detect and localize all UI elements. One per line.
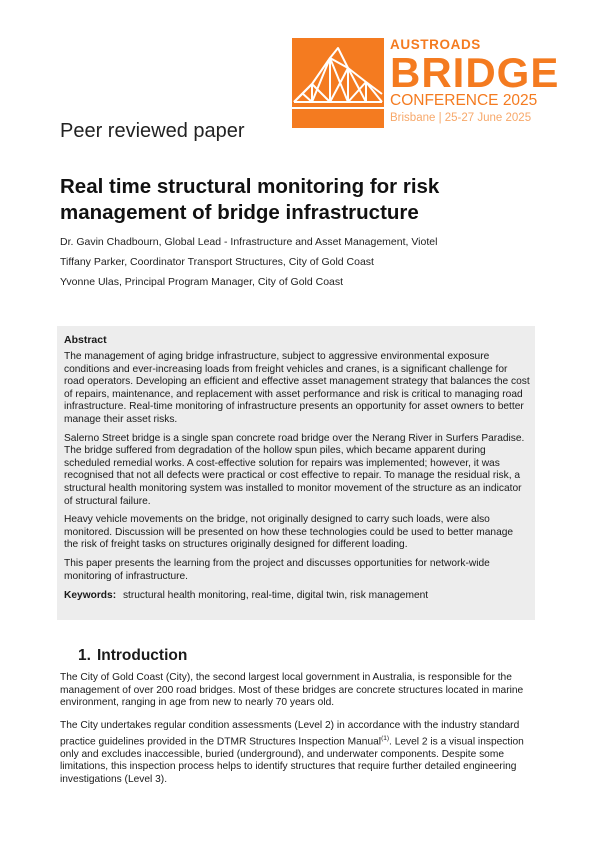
title-line-1: Real time structural monitoring for risk <box>60 175 440 198</box>
section-number: 1. <box>78 647 91 664</box>
abstract-heading: Abstract <box>64 334 107 346</box>
author-2: Tiffany Parker, Coordinator Transport Structures, City of Gold Coast <box>60 256 374 268</box>
keywords-text: structural health monitoring, real-time, digital twin, risk management <box>122 590 429 602</box>
intro-p2-text-b: . Level 2 is a visual inspection only and excludes inaccessible, buried (underground), and underwater components. Despite some limitations, this inspection process helps to identify structures that require further detailed engineering investigations (Level 3). <box>60 735 524 785</box>
logo-date: Brisbane | 25-27 June 2025 <box>390 112 532 124</box>
section-title: Introduction <box>96 647 188 664</box>
abstract-box <box>57 326 535 620</box>
abstract-paragraph-1: The management of aging bridge infrastructure, subject to aggressive environmental exposure conditions and ever-increasing loads from freight vehicles and cranes, is a significant challenge for road operators. Developing an efficient and effective asset management strategy that balances the cost of repairs, maintenance, and replacement with asset performance and risk is critical to managing road infrastructure. Real-time monitoring of infrastructure presents an opportunity for asset owners to better manage their asset risks. <box>64 351 530 425</box>
citation-ref-1: (1) <box>381 734 390 742</box>
title-line-2: management of bridge infrastructure <box>60 201 419 224</box>
author-1: Dr. Gavin Chadbourn, Global Lead - Infrastructure and Asset Management, Viotel <box>60 236 438 248</box>
intro-paragraph-2 <box>60 720 538 786</box>
keywords-label: Keywords: <box>64 590 117 602</box>
abstract-paragraph-3: Heavy vehicle movements on the bridge, not originally designed to carry such loads, were also monitored. Discussion will be presented on how these technologies could be used to better manage the risk of freight tasks on structures originally designed for different loading. <box>64 514 514 551</box>
logo-austroads: AUSTROADS <box>390 37 481 52</box>
keywords-line <box>64 590 530 603</box>
abstract-paragraph-2: Salerno Street bridge is a single span concrete road bridge over the Nerang River in Surfers Paradise. The bridge suffered from degradation of the hollow spun piles, which became apparent during scheduled remedial works. A cost-effective solution for repairs was implemented; however, it was recognised that not all defects were practical or cost effective to repair. To manage the residual risk, a structural health monitoring system was installed to monitor movement of the structure as an indicator of structural failure. <box>64 432 525 507</box>
section-heading-introduction <box>78 647 187 665</box>
logo-conference: CONFERENCE 2025 <box>390 92 538 109</box>
abstract-paragraph-4: This paper presents the learning from the project and discusses opportunities for network-wide monitoring of infrastructure. <box>64 557 490 582</box>
author-3: Yvonne Ulas, Principal Program Manager, City of Gold Coast <box>60 276 344 288</box>
intro-p2-text-a: The City undertakes regular condition assessments (Level 2) in accordance with the industry standard practice guidelines provided in the DTMR Structures Inspection Manual <box>60 720 520 747</box>
logo-bridge: BRIDGE <box>390 49 560 96</box>
paper-title <box>60 174 540 226</box>
conference-logo <box>292 37 560 128</box>
intro-paragraph-1: The City of Gold Coast (City), the second largest local government in Australia, is responsible for the management of over 200 road bridges. Most of these bridges are concrete structures located in marine environment, ranging in age from new to nearly 70 years old. <box>60 672 524 709</box>
bridge-logo-icon <box>292 38 384 128</box>
logo-wordmark <box>390 37 560 125</box>
peer-reviewed-label: Peer reviewed paper <box>60 120 245 142</box>
